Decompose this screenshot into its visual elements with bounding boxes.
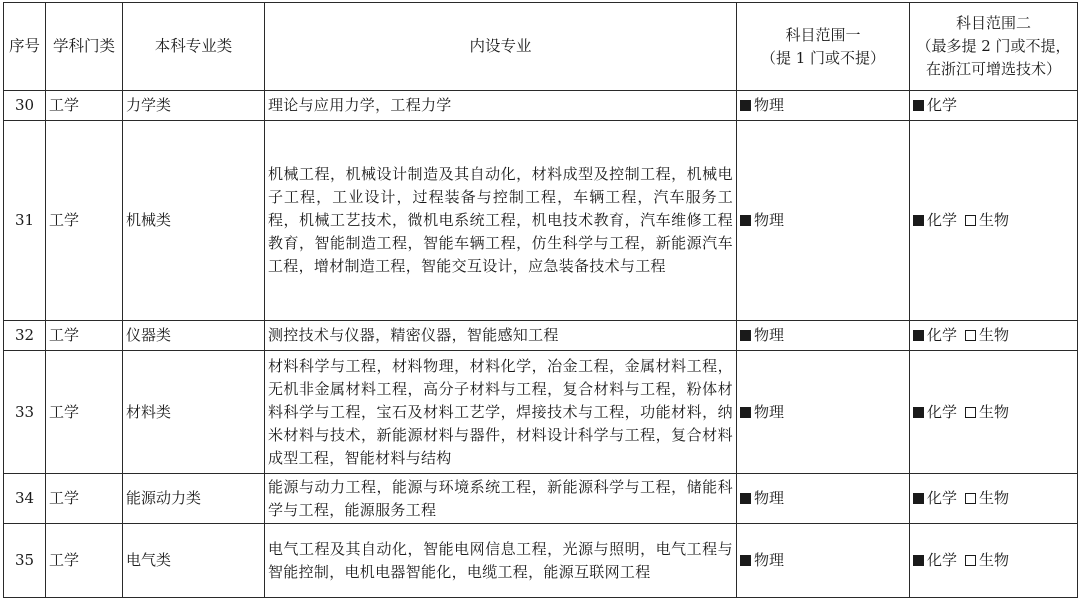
unchecked-square-icon <box>965 215 976 226</box>
row-major-class: 能源动力类 <box>123 474 265 524</box>
range2-option <box>965 403 1009 421</box>
range2-option-label: 生物 <box>979 326 1010 344</box>
range1-option-label: 物理 <box>754 96 785 114</box>
row-range1 <box>737 91 910 121</box>
checked-square-icon <box>740 493 751 504</box>
row-category: 工学 <box>46 524 123 598</box>
row-seq: 34 <box>4 474 46 524</box>
range2-option <box>913 551 957 569</box>
checked-square-icon <box>740 330 751 341</box>
row-majors: 能源与动力工程，能源与环境系统工程，新能源科学与工程，储能科学与工程，能源服务工程 <box>265 474 737 524</box>
row-range1 <box>737 474 910 524</box>
table-row <box>4 91 1078 121</box>
row-major-class: 仪器类 <box>123 321 265 351</box>
range2-option-label: 生物 <box>979 551 1010 569</box>
unchecked-square-icon <box>965 330 976 341</box>
checked-square-icon <box>913 493 924 504</box>
range2-option-label: 化学 <box>927 402 958 421</box>
range1-option <box>740 96 784 114</box>
range2-option <box>965 326 1009 344</box>
row-range2 <box>910 524 1078 598</box>
row-range2 <box>910 321 1078 351</box>
row-category: 工学 <box>46 321 123 351</box>
row-seq: 31 <box>4 121 46 321</box>
header-seq: 序号 <box>4 3 46 91</box>
header-majors: 内设专业 <box>265 3 737 91</box>
range2-option-label: 生物 <box>979 489 1010 507</box>
range2-option-label: 化学 <box>927 326 958 344</box>
table-header-row <box>4 3 1078 91</box>
range2-option <box>913 96 957 114</box>
table-row <box>4 524 1078 598</box>
row-category: 工学 <box>46 474 123 524</box>
table-row <box>4 321 1078 351</box>
row-majors: 材料科学与工程，材料物理，材料化学，冶金工程，金属材料工程，无机非金属材料工程，高分子材料与工程，复合材料与工程，粉体材料科学与工程，宝石及材料工艺学，焊接技术与工程，功能材料，纳米材料与技术，新能源材料与器件，材料设计科学与工程，复合材料成型工程，智能材料与结构 <box>265 351 737 474</box>
table-row <box>4 121 1078 321</box>
checked-square-icon <box>913 100 924 111</box>
row-range2 <box>910 121 1078 321</box>
unchecked-square-icon <box>965 493 976 504</box>
checked-square-icon <box>913 555 924 566</box>
row-major-class: 材料类 <box>123 351 265 474</box>
table-row <box>4 474 1078 524</box>
range1-option <box>740 211 784 229</box>
row-range2 <box>910 351 1078 474</box>
row-majors: 理论与应用力学，工程力学 <box>265 91 737 121</box>
unchecked-square-icon <box>965 407 976 418</box>
range2-option <box>965 489 1009 507</box>
range1-option <box>740 326 784 344</box>
range1-option-label: 物理 <box>754 211 785 229</box>
range1-option-label: 物理 <box>754 551 785 569</box>
header-range2 <box>910 3 1078 91</box>
row-seq: 33 <box>4 351 46 474</box>
header-major-class: 本科专业类 <box>123 3 265 91</box>
header-range2-title: 科目范围二 <box>955 14 1031 32</box>
row-range2 <box>910 474 1078 524</box>
header-range2-sub2: 在浙江可增选技术） <box>925 60 1061 78</box>
range1-option-label: 物理 <box>754 402 785 421</box>
row-majors: 测控技术与仪器，精密仪器，智能感知工程 <box>265 321 737 351</box>
row-category: 工学 <box>46 121 123 321</box>
range2-option <box>965 211 1009 229</box>
header-range1-title: 科目范围一 <box>785 25 861 44</box>
row-seq: 35 <box>4 524 46 598</box>
row-range1 <box>737 321 910 351</box>
checked-square-icon <box>740 215 751 226</box>
range1-option <box>740 551 784 569</box>
row-seq: 32 <box>4 321 46 351</box>
row-majors: 机械工程，机械设计制造及其自动化，材料成型及控制工程，机械电子工程，工业设计，过程装备与控制工程，车辆工程，汽车服务工程，机械工艺技术，微机电系统工程，机电技术教育，汽车维修工程教育，智能制造工程，智能车辆工程，仿生科学与工程，新能源汽车工程，增材制造工程，智能交互设计，应急装备技术与工程 <box>265 121 737 321</box>
row-category: 工学 <box>46 91 123 121</box>
table-body <box>4 91 1078 598</box>
range1-option-label: 物理 <box>754 489 785 507</box>
row-range1 <box>737 121 910 321</box>
checked-square-icon <box>740 407 751 418</box>
row-major-class: 力学类 <box>123 91 265 121</box>
range2-option <box>913 211 957 229</box>
range1-option <box>740 489 784 507</box>
range2-option <box>965 551 1009 569</box>
header-range1 <box>737 3 910 91</box>
range2-option-label: 生物 <box>979 402 1010 421</box>
range2-option-label: 化学 <box>927 551 958 569</box>
row-seq: 30 <box>4 91 46 121</box>
range1-option <box>740 403 784 421</box>
row-majors: 电气工程及其自动化，智能电网信息工程，光源与照明，电气工程与智能控制，电机电器智能化，电缆工程，能源互联网工程 <box>265 524 737 598</box>
unchecked-square-icon <box>965 555 976 566</box>
checked-square-icon <box>913 407 924 418</box>
checked-square-icon <box>913 330 924 341</box>
range2-option-label: 化学 <box>927 489 958 507</box>
row-major-class: 电气类 <box>123 524 265 598</box>
range1-option-label: 物理 <box>754 326 785 344</box>
header-range1-sub: （提 1 门或不提） <box>760 48 886 67</box>
header-category: 学科门类 <box>46 3 123 91</box>
range2-option <box>913 489 957 507</box>
checked-square-icon <box>740 100 751 111</box>
row-range1 <box>737 351 910 474</box>
checked-square-icon <box>913 215 924 226</box>
range2-option-label: 化学 <box>927 96 958 114</box>
range2-option-label: 化学 <box>927 211 958 229</box>
subject-requirements-table <box>3 2 1078 598</box>
row-category: 工学 <box>46 351 123 474</box>
range2-option <box>913 326 957 344</box>
checked-square-icon <box>740 555 751 566</box>
header-range2-sub1: （最多提 2 门或不提， <box>916 37 1071 55</box>
table-row <box>4 351 1078 474</box>
range2-option <box>913 403 957 421</box>
row-major-class: 机械类 <box>123 121 265 321</box>
row-range2 <box>910 91 1078 121</box>
row-range1 <box>737 524 910 598</box>
range2-option-label: 生物 <box>979 211 1010 229</box>
